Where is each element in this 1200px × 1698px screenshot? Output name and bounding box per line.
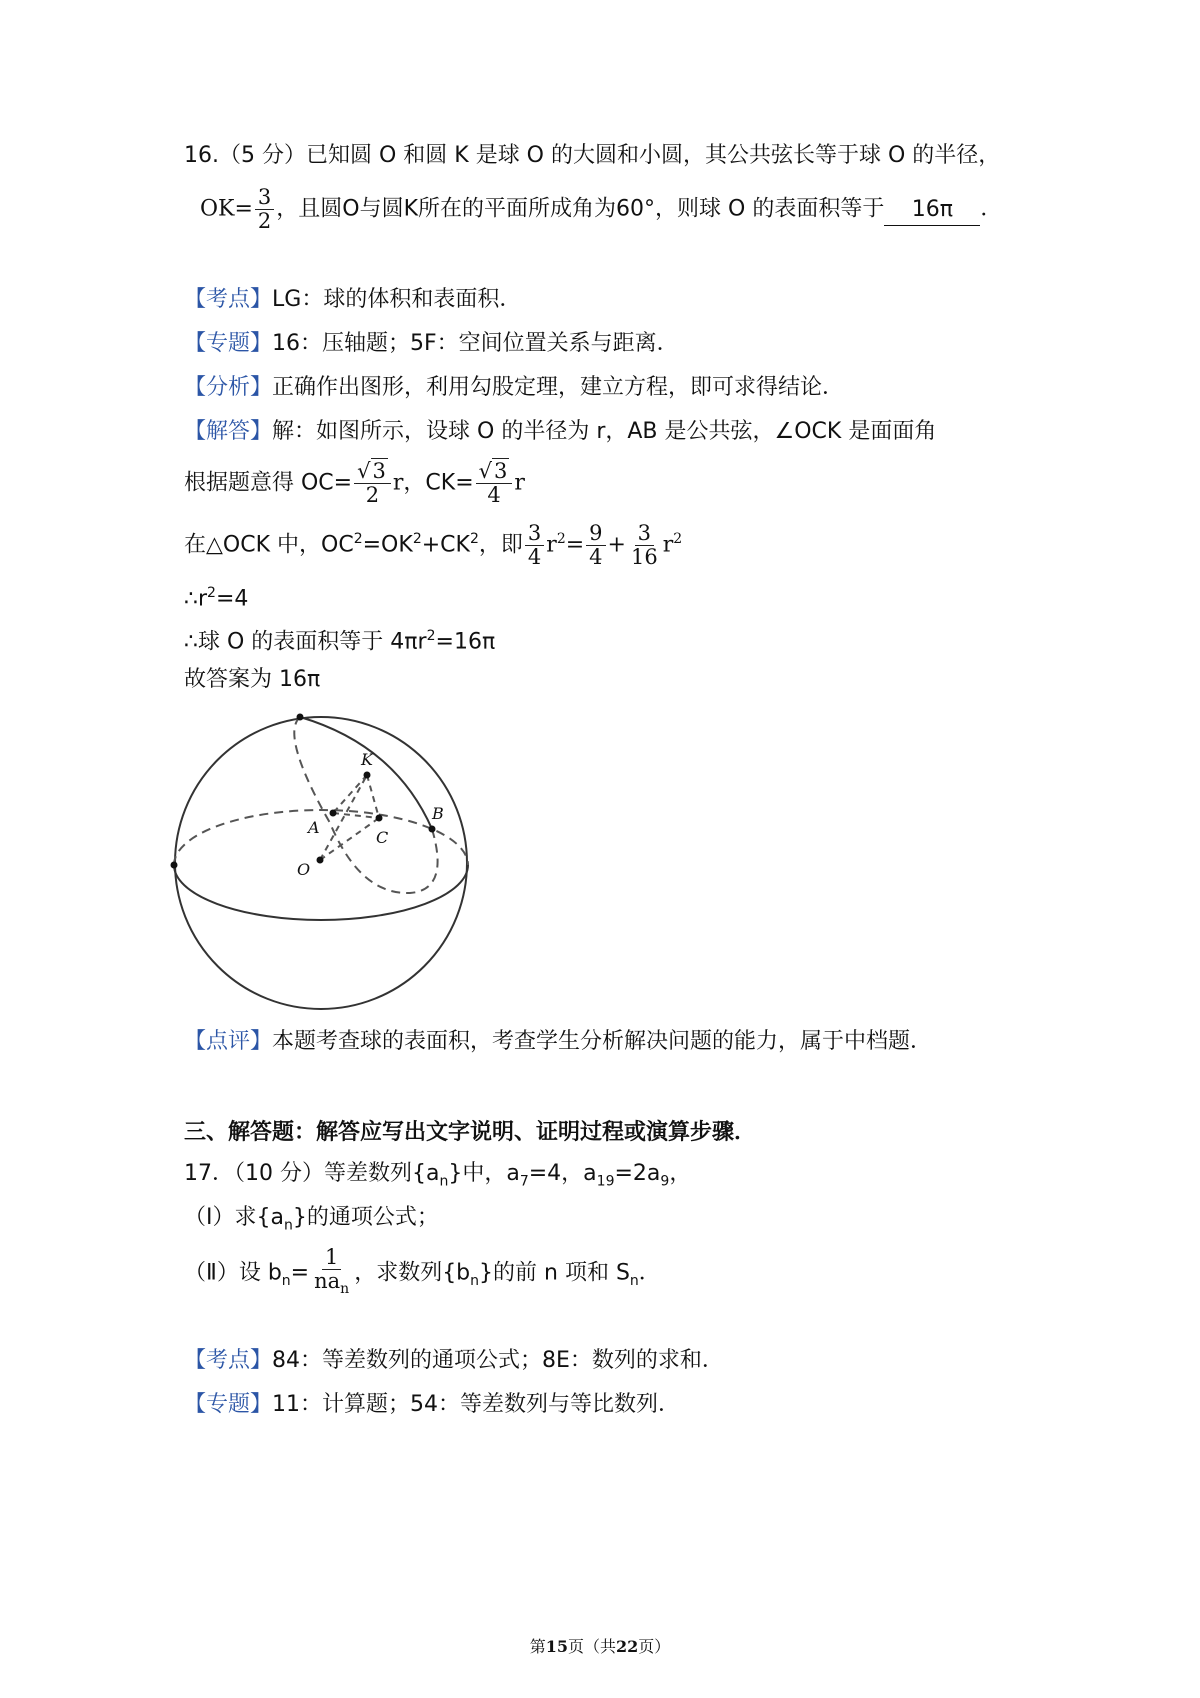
q16-fenxi: 【分析】正确作出图形，利用勾股定理，建立方程，即可求得结论． [184, 375, 845, 400]
label-O: O [297, 860, 311, 879]
q16-condition: OK= $\frac{3}{2}$ ，且圆O与圆K所在的平面所成角为60°，则球 O 的表面积等于 16π ． [200, 185, 1003, 233]
q17-stem: 17．（10 分）等差数列$\{a_n\}$中，$a_7=4$，$a_{19}=2a_9$， [184, 1161, 692, 1190]
seg-KC [367, 775, 379, 818]
q16-step5: 故答案为 16π [184, 667, 321, 692]
ok-fraction: $\frac{3}{2}$ [255, 186, 274, 233]
q16-jieda: 【解答】解：如图所示，设球 O 的半径为 r，AB 是公共弦，∠OCK 是面面角 [184, 419, 937, 444]
point-K [364, 772, 371, 779]
point-C [376, 815, 383, 822]
point-A [330, 810, 337, 817]
answer-blank: 16π [884, 195, 980, 226]
seg-OC [320, 818, 379, 860]
point-O [317, 857, 324, 864]
q17-kaodian: 【考点】84：等差数列的通项公式；8E：数列的求和． [184, 1348, 724, 1373]
q16-step1: 根据题意得 OC= $\frac{√3}{2}$ r，CK= $\frac{√3}{4}$ r [184, 459, 525, 507]
q16-step4: ∴球 O 的表面积等于 $4\pi r^2=16\pi$ [184, 628, 496, 655]
small-circle-dashed [294, 717, 437, 893]
point-B [429, 826, 436, 833]
bn-fraction: $\frac{1}{na_n}$ [314, 1245, 350, 1298]
label-C: C [376, 828, 389, 847]
label-B: B [432, 804, 444, 823]
q17-part1: （Ⅰ）求$\{a_n\}$的通项公式； [184, 1205, 439, 1234]
q16-dianping: 【点评】本题考查球的表面积，考查学生分析解决问题的能力，属于中档题． [184, 1029, 933, 1054]
great-circle-front [174, 865, 468, 920]
section-3-heading: 三、解答题：解答应写出文字说明、证明过程或演算步骤． [184, 1120, 757, 1145]
q17-zhuanti: 【专题】11：计算题；54：等差数列与等比数列． [184, 1392, 681, 1417]
page-footer: 第15页（共22页） [529, 1637, 671, 1656]
point-top [297, 714, 304, 721]
ck-fraction: $\frac{√3}{4}$ [476, 460, 513, 507]
label-K: K [361, 750, 373, 769]
q16-kaodian: 【考点】LG：球的体积和表面积． [184, 287, 522, 312]
oc-fraction: $\frac{√3}{2}$ [354, 460, 391, 507]
q16-step3: $\therefore r^2=4$ [184, 585, 249, 612]
point-left [171, 862, 178, 869]
q16-step2: 在△OCK 中，$OC^2=OK^2+CK^2$，即 $\frac{3}{4}$ $r^2=$ $\frac{9}{4}$ + $\frac{3}{16}$ $r^2$ [184, 521, 683, 569]
q17-part2: （Ⅱ）设 $b_n=$ $\frac{1}{na_n}$ ，求数列$\{b_n\}$的前 n 项和 $S_n$． [184, 1246, 661, 1301]
q16-stem: 16.（5 分）已知圆 O 和圆 K 是球 O 的大圆和小圆，其公共弦长等于球 O 的半径， [184, 143, 1001, 168]
q16-zhuanti: 【专题】16：压轴题；5F：空间位置关系与距离． [184, 331, 679, 356]
label-A: A [308, 818, 320, 837]
sphere-figure [160, 705, 490, 1025]
